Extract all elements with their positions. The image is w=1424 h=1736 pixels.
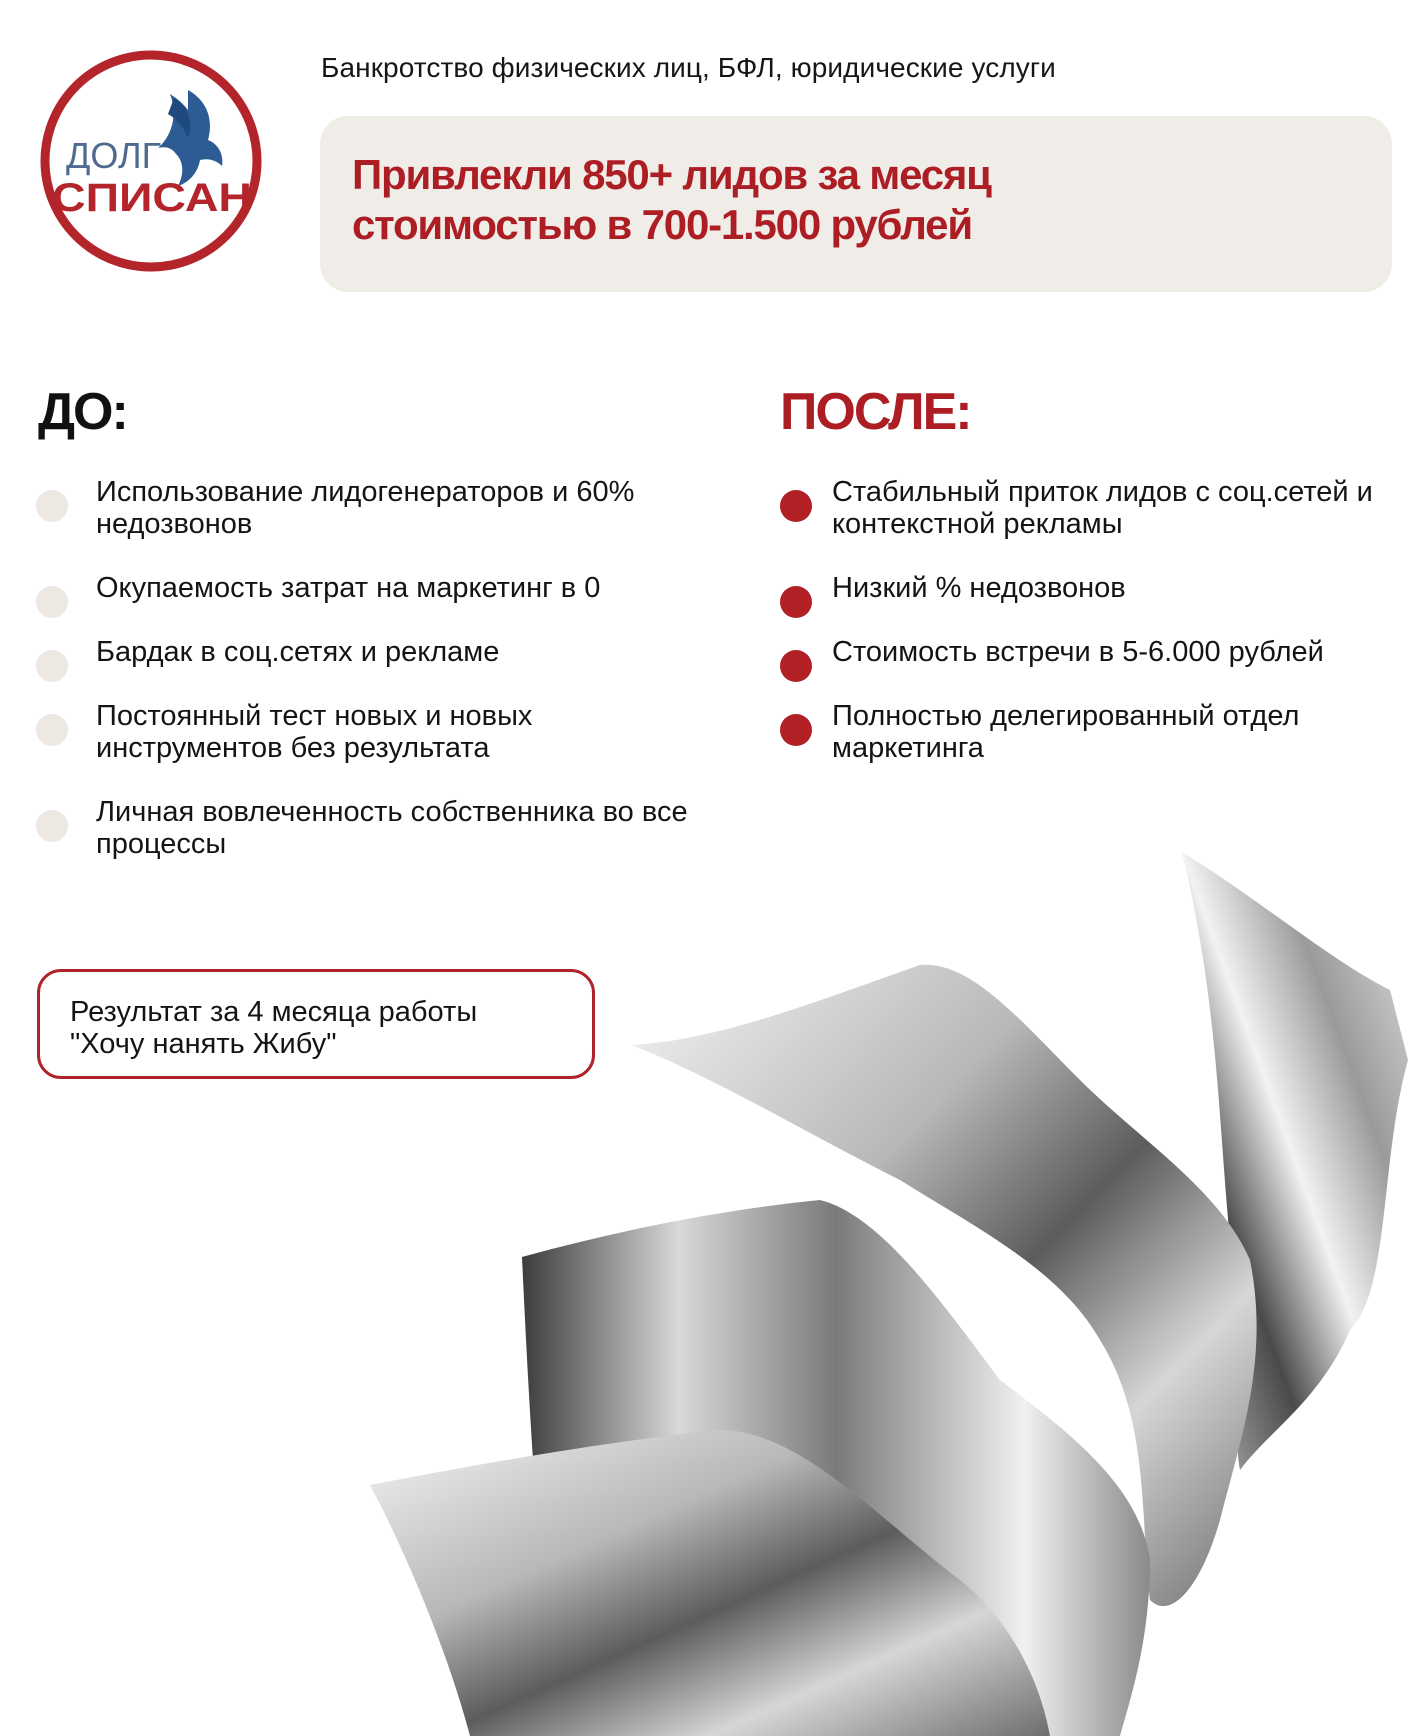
list-item xyxy=(36,796,706,860)
list-item xyxy=(780,700,1400,764)
list-item xyxy=(36,572,706,604)
list-item-text: Бардак в соц.сетях и рекламе xyxy=(96,636,500,668)
headline: Привлекли 850+ лидов за месяц стоимостью в 700-1.500 рублей xyxy=(352,151,991,248)
metal-shape-middle xyxy=(522,1200,1150,1736)
logo-emblem xyxy=(38,48,264,274)
list-item-text: Постоянный тест новых и новых инструментов без результата xyxy=(96,700,533,764)
list-item-text: Личная вовлеченность собственника во все процессы xyxy=(96,796,688,860)
list-item xyxy=(780,476,1400,540)
bullet-icon xyxy=(780,586,812,618)
result-line-1: Результат за 4 месяца работы xyxy=(70,996,478,1028)
logo-text-bottom: СПИСАН xyxy=(52,176,252,220)
before-title: ДО: xyxy=(38,383,127,441)
before-list xyxy=(36,476,706,892)
bullet-icon xyxy=(780,490,812,522)
list-item xyxy=(36,476,706,540)
bullet-icon xyxy=(36,650,68,682)
metal-shape-front xyxy=(370,1430,1050,1736)
after-list xyxy=(780,476,1400,796)
brand-logo xyxy=(38,48,264,274)
bullet-icon xyxy=(36,810,68,842)
result-line-2: "Хочу нанять Жибу" xyxy=(70,1028,337,1060)
metal-shape-back xyxy=(1182,852,1408,1470)
logo-text-top: ДОЛГ xyxy=(66,135,162,176)
list-item-text: Стабильный приток лидов с соц.сетей и контекстной рекламы xyxy=(832,476,1373,540)
list-item-text: Полностью делегированный отдел маркетинга xyxy=(832,700,1300,764)
list-item-text: Окупаемость затрат на маркетинг в 0 xyxy=(96,572,601,604)
list-item xyxy=(36,636,706,668)
bullet-icon xyxy=(780,714,812,746)
bullet-icon xyxy=(36,490,68,522)
list-item xyxy=(780,572,1400,604)
list-item-text: Стоимость встречи в 5-6.000 рублей xyxy=(832,636,1324,668)
list-item-text: Низкий % недозвонов xyxy=(832,572,1126,604)
bullet-icon xyxy=(36,586,68,618)
bullet-icon xyxy=(780,650,812,682)
result-callout xyxy=(37,969,595,1079)
list-item xyxy=(780,636,1400,668)
list-item xyxy=(36,700,706,764)
business-category: Банкротство физических лиц, БФЛ, юридические услуги xyxy=(321,52,1056,83)
after-title: ПОСЛЕ: xyxy=(780,383,971,441)
list-item-text: Использование лидогенераторов и 60% недозвонов xyxy=(96,476,635,540)
bullet-icon xyxy=(36,714,68,746)
headline-card xyxy=(320,116,1392,292)
metal-shape-top xyxy=(632,965,1257,1606)
